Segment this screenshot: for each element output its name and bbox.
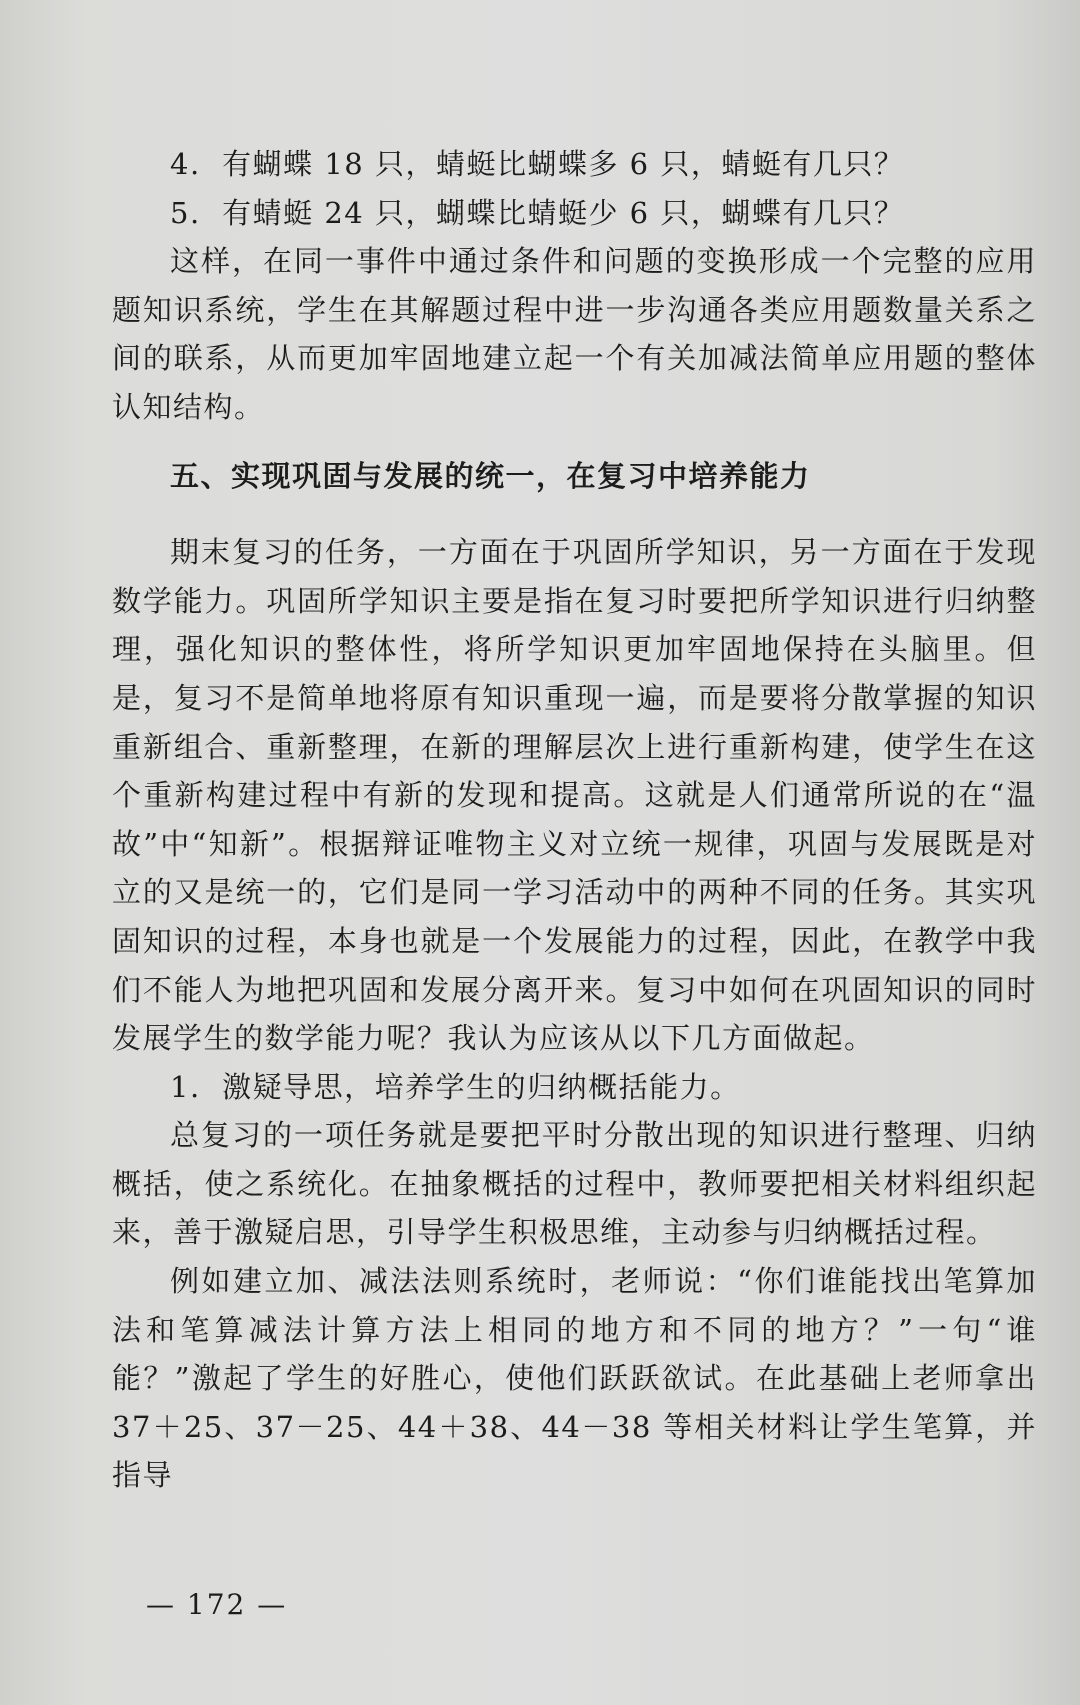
subheading-text: 激疑导思，培养学生的归纳概括能力。 <box>222 1069 741 1104</box>
paragraph-review-task: 期末复习的任务，一方面在于巩固所学知识，另一方面在于发现数学能力。巩固所学知识主要是指在复习时要把所学知识进行归纳整理，强化知识的整体性，将所学知识更加牢固地保持在头脑里。但是，复习不是简单地将原有知识重现一遍，而是要将分散掌握的知识重新组合、重新整理，在新的理解层次上进行重新构建，使学生在这个重新构建过程中有新的发现和提高。这就是人们通常所说的在“温故”中“知新”。根据辩证唯物主义对立统一规律，巩固与发展既是对立的又是统一的，它们是同一学习活动中的两种不同的任务。其实巩固知识的过程，本身也就是一个发展能力的过程，因此，在教学中我们不能人为地把巩固和发展分离开来。复习中如何在巩固知识的同时发展学生的数学能力呢？我认为应该从以下几方面做起。 <box>112 535 1037 1056</box>
item-text: 有蜻蜓 24 只，蝴蝶比蜻蜓少 6 只，蝴蝶有几只？ <box>222 195 905 230</box>
section-heading: 五、实现巩固与发展的统一，在复习中培养能力 <box>170 458 811 493</box>
subheading-1 <box>112 1063 1037 1112</box>
item-number: 4. <box>170 147 201 181</box>
item-number: 5. <box>170 195 201 230</box>
paragraph-example: 例如建立加、减法法则系统时，老师说：“你们谁能找出笔算加法和笔算减法计算方法上相同的地方和不同的地方？”一句“谁能？”激起了学生的好胜心，使他们跃跃欲试。在此基础上老师拿出 37＋25、37－25、44＋38、44－38 等相关材料让学生笔算，并指导 <box>112 1264 1037 1493</box>
page-number: — 172 — <box>146 1588 288 1621</box>
question-item-5 <box>112 189 1037 238</box>
subheading-number: 1. <box>170 1069 201 1104</box>
item-text: 有蝴蝶 18 只，蜻蜓比蝴蝶多 6 只，蜻蜓有几只？ <box>222 147 905 181</box>
paragraph-summary: 这样，在同一事件中通过条件和问题的变换形成一个完整的应用题知识系统，学生在其解题过程中进一步沟通各类应用题数量关系之间的联系，从而更加牢固地建立起一个有关加减法简单应用题的整体认知结构。 <box>112 244 1037 424</box>
paragraph-generalization: 总复习的一项任务就是要把平时分散出现的知识进行整理、归纳概括，使之系统化。在抽象概括的过程中，教师要把相关材料组织起来，善于激疑启思，引导学生积极思维，主动参与归纳概括过程。 <box>112 1118 1037 1250</box>
page-body <box>112 140 1037 1500</box>
question-item-4 <box>112 140 1037 189</box>
